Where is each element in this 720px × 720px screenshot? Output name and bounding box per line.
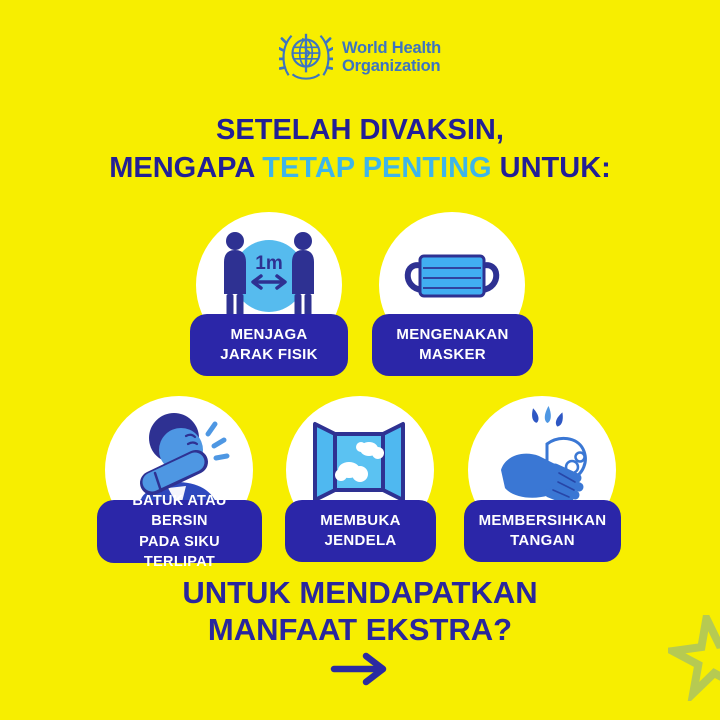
pill-label-line: MENJAGA	[230, 325, 308, 343]
pill-label-line: BATUK ATAU BERSIN	[132, 492, 227, 529]
label-pill-mask	[372, 314, 533, 376]
title-line1: SETELAH DIVAKSIN,	[216, 114, 504, 146]
pill-label-line: JENDELA	[324, 532, 397, 549]
person-silhouette-right	[292, 232, 314, 326]
label-pill-clean-hands	[464, 500, 621, 562]
footer-line1: UNTUK MENDAPATKAN	[182, 575, 538, 610]
pill-label-line: MEMBERSIHKAN	[478, 511, 607, 529]
person-silhouette-left	[224, 232, 246, 326]
pill-label-line: MENGENAKAN	[396, 325, 509, 343]
title-line2: MENGAPA TETAP PENTING UNTUK:	[109, 152, 611, 184]
title-highlight: TETAP PENTING	[262, 152, 492, 184]
label-pill-physical-distancing	[190, 314, 348, 376]
pill-label-line: JARAK FISIK	[220, 346, 318, 363]
next-arrow-icon[interactable]	[329, 651, 391, 687]
pill-label-line: PADA SIKU TERLIPAT	[139, 533, 220, 570]
footer-line2: MANFAAT EKSTRA?	[207, 612, 513, 647]
footer-question	[0, 574, 720, 648]
star-decoration-icon	[668, 615, 720, 706]
pill-label-line: TANGAN	[510, 532, 575, 549]
pill-label-line: MASKER	[419, 346, 486, 363]
who-logo-line2: Organization	[341, 56, 441, 75]
pill-label-line: MEMBUKA	[320, 511, 401, 529]
who-logo-text	[342, 40, 441, 75]
who-logo	[0, 27, 720, 88]
label-pill-open-window	[285, 500, 436, 562]
page-title	[0, 111, 720, 187]
label-pill-cough-elbow	[97, 492, 262, 570]
distance-1m-label: 1m	[255, 253, 283, 274]
who-logo-line1: World Health	[341, 39, 442, 57]
who-emblem-icon	[279, 27, 333, 88]
